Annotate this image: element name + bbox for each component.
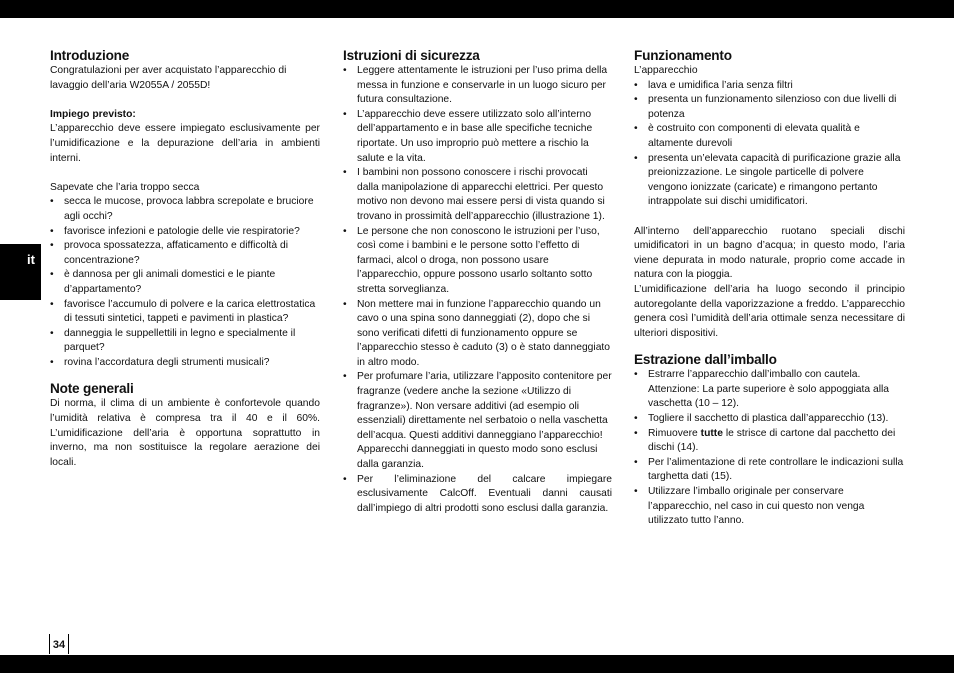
intro-heading: Introduzione (50, 48, 130, 63)
remove-emphasis: tutte (700, 427, 723, 439)
notes-text: Di norma, il clima di un ambiente è confortevole quando l’umidità relativa è compresa tra il 40 e il 60%. L’umidificazione dell’aria è opportuna soprattutto in inverno, ma non sostituisce la regolare aerazione dei locali. (50, 398, 320, 468)
dry-air-list (50, 195, 320, 370)
list-item: • danneggia le suppellettili in legno e specialmente il parquet? (50, 327, 320, 356)
column-left (50, 47, 320, 470)
list-item: • Per l’eliminazione del calcare impiegare esclusivamente CalcOff. Eventuali danni causati dall’impiego di altri prodotti sono esclusi dalla garanzia. (343, 473, 612, 517)
list-item: • è costruito con componenti di elevata qualità e altamente durevoli (634, 122, 905, 151)
list-item: • presenta un’elevata capacità di purificazione grazie alla preionizzazione. Le singole particelle di polvere vengono ionizzate (caricate) e rimangono pertanto intrappolate sui dischi umidificatori. (634, 152, 905, 210)
top-bar (0, 0, 954, 18)
language-code: it (27, 252, 35, 267)
list-item: • secca le mucose, provoca labbra screpolate e bruciore agli occhi? (50, 195, 320, 224)
column-right (634, 47, 905, 529)
page-number: 34 (49, 634, 69, 654)
list-item: • Utilizzare l’imballo originale per conservare l’apparecchio, nel caso in cui questo non venga utilizzato tutto l’anno. (634, 485, 905, 529)
list-item: • provoca spossatezza, affaticamento e difficoltà di concentrazione? (50, 239, 320, 268)
list-item: • Le persone che non conoscono le istruzioni per l’uso, così come i bambini e le persone sotto l’effetto di farmaci, alcol o droga, non possono usare l’apparecchio, oppure possono usarlo soltanto sotto stretta sorveglianza. (343, 225, 612, 298)
language-tab (0, 244, 41, 300)
list-item: • Togliere il sacchetto di plastica dall’apparecchio (13). (634, 412, 905, 427)
notes-heading: Note generali (50, 381, 134, 397)
function-list (634, 79, 905, 210)
column-middle (343, 47, 612, 516)
safety-list (343, 64, 612, 516)
remove-pre: Rimuovere (648, 427, 701, 439)
use-text: L’apparecchio deve essere impiegato esclusivamente per l’umidificazione e la depurazione dell’aria in ambienti interni. (50, 123, 320, 164)
use-heading: Impiego previsto: (50, 108, 136, 120)
bottom-bar (0, 655, 954, 673)
function-paragraph: L’umidificazione dell’aria ha luogo secondo il principio autoregolante della vaporizzazione a freddo. L’apparecchio genera così l’umidità dell’aria ottimale senza necessitare di ulteriori dispositivi. (634, 283, 905, 339)
intro-text: Congratulazioni per aver acquistato l’apparecchio di lavaggio dell’aria W2055A / 2055D! (50, 65, 287, 91)
list-item: • Non mettere mai in funzione l’apparecchio quando un cavo o una spina sono danneggiati (2), dopo che si sono verificati difetti di funzionamento oppure se l’apparecchio stesso è caduto (3) o è stato danneggiato in altro modo. (343, 298, 612, 371)
list-item: • I bambini non possono conoscere i rischi provocati dalla manipolazione di apparecchi elettrici. Per questo motivo non devono mai essere persi di vista quando si trovano in prossimità dell’apparecchio (illustrazione 1). (343, 166, 612, 224)
list-item: • favorisce infezioni e patologie delle vie respiratorie? (50, 225, 320, 240)
list-item: • Leggere attentamente le istruzioni per l’uso prima della messa in funzione e conservarle in un luogo sicuro per futura consultazione. (343, 64, 612, 108)
list-item: • Per profumare l’aria, utilizzare l’apposito contenitore per fragranze (vedere anche la sezione «Utilizzo di fragranze»). Non versare additivi (ad esempio oli essenziali) direttamente nel serbatoio o nella vaschetta dell’acqua. Questi additivi danneggiano l’apparecchio! Apparecchi danneggiati in questo modo sono esclusi dalla garanzia. (343, 370, 612, 472)
function-intro: L’apparecchio (634, 65, 698, 76)
safety-heading: Istruzioni di sicurezza (343, 48, 480, 63)
function-paragraph: All’interno dell’apparecchio ruotano speciali dischi umidificatori in un bagno d’acqua; in questo modo, l’aria viene depurata in modo naturale, proprio come accade in natura con la pioggia. (634, 225, 905, 281)
remove-post: le strisce di cartone dal pacchetto dei dischi (14). (648, 427, 896, 454)
list-item: • favorisce l’accumulo di polvere e la carica elettrostatica di tessuti sintetici, tappeti e pavimenti in plastica? (50, 298, 320, 327)
list-item: • Per l’alimentazione di rete controllare le indicazioni sulla targhetta dati (15). (634, 456, 905, 485)
list-item: • Estrarre l’apparecchio dall’imballo con cautela. Attenzione: La parte superiore è solo appoggiata alla vaschetta (10 – 12). (634, 368, 905, 412)
list-item: • lava e umidifica l’aria senza filtri (634, 79, 905, 94)
unpack-heading: Estrazione dall’imballo (634, 352, 777, 368)
list-item: • rovina l’accordatura degli strumenti musicali? (50, 356, 320, 371)
list-item (634, 427, 905, 456)
function-heading: Funzionamento (634, 48, 732, 63)
list-item: • L’apparecchio deve essere utilizzato solo all’interno dell’appartamento e in base alle specifiche tecniche riportate. Un uso improprio può mettere a rischio la salute e la vita. (343, 108, 612, 166)
unpack-list (634, 368, 905, 529)
list-item: • è dannosa per gli animali domestici e le piante d’appartamento? (50, 268, 320, 297)
list-item: • presenta un funzionamento silenzioso con due livelli di potenza (634, 93, 905, 122)
dry-air-intro: Sapevate che l’aria troppo secca (50, 181, 200, 193)
